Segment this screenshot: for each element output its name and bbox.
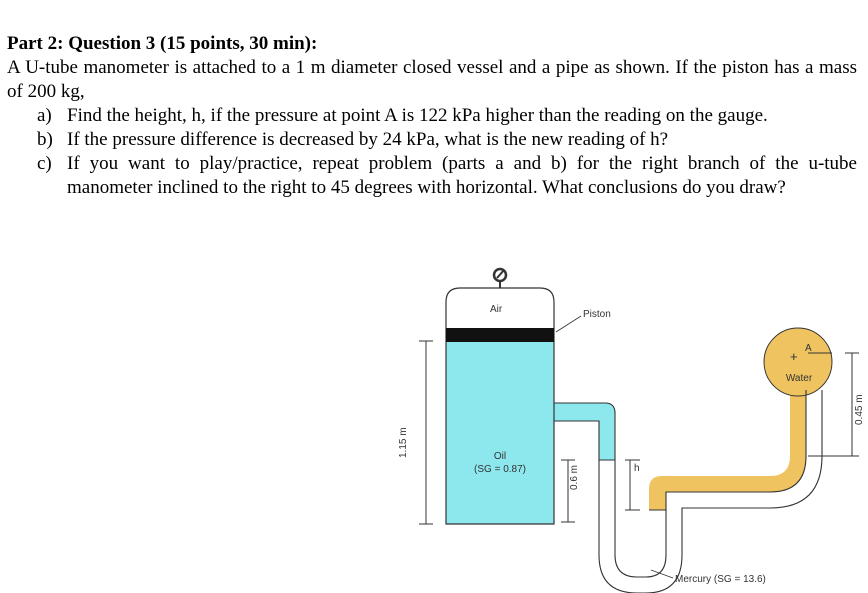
part-b-label: b) xyxy=(37,129,53,150)
piston-label: Piston xyxy=(583,309,611,320)
part-a-label: a) xyxy=(37,105,52,126)
oil-pipe-fill xyxy=(554,403,615,460)
gauge-icon xyxy=(494,269,506,288)
problem-intro: A U-tube manometer is attached to a 1 m diameter closed vessel and a pipe as shown. If the piston has a mass of 200 kg, xyxy=(7,57,857,102)
part-b-text: If the pressure difference is decreased by 24 kPa, what is the new reading of h? xyxy=(67,129,669,150)
water-label: Water xyxy=(785,373,813,384)
mercury-label: Mercury (SG = 13.6) xyxy=(675,574,766,585)
question-title: Part 2: Question 3 (15 points, 30 min): xyxy=(7,33,318,54)
water-sphere xyxy=(764,328,832,396)
oil-label: Oil xyxy=(493,451,507,462)
pipe-height-label: 0.45 m xyxy=(854,394,865,425)
piston-leader xyxy=(556,316,581,332)
oil-depth-label: 0.6 m xyxy=(569,464,580,490)
air-label: Air xyxy=(490,304,503,315)
point-a-label: A xyxy=(805,343,812,354)
h-label: h xyxy=(634,463,640,474)
piston xyxy=(446,328,554,342)
part-a-text: Find the height, h, if the pressure at point A is 122 kPa higher than the reading on the gauge. xyxy=(67,105,768,126)
point-a-marker: + xyxy=(790,349,798,364)
oil-fill xyxy=(446,342,554,524)
part-c-text: If you want to play/practice, repeat problem (parts a and b) for the right branch of the u-tube manometer inclined to the right to 45 degrees with horizontal. What conclusions do you draw? xyxy=(67,153,857,198)
vessel-height-label: 1.15 m xyxy=(398,427,409,458)
part-c-label: c) xyxy=(37,153,52,174)
oil-sg-label: (SG = 0.87) xyxy=(474,464,526,475)
